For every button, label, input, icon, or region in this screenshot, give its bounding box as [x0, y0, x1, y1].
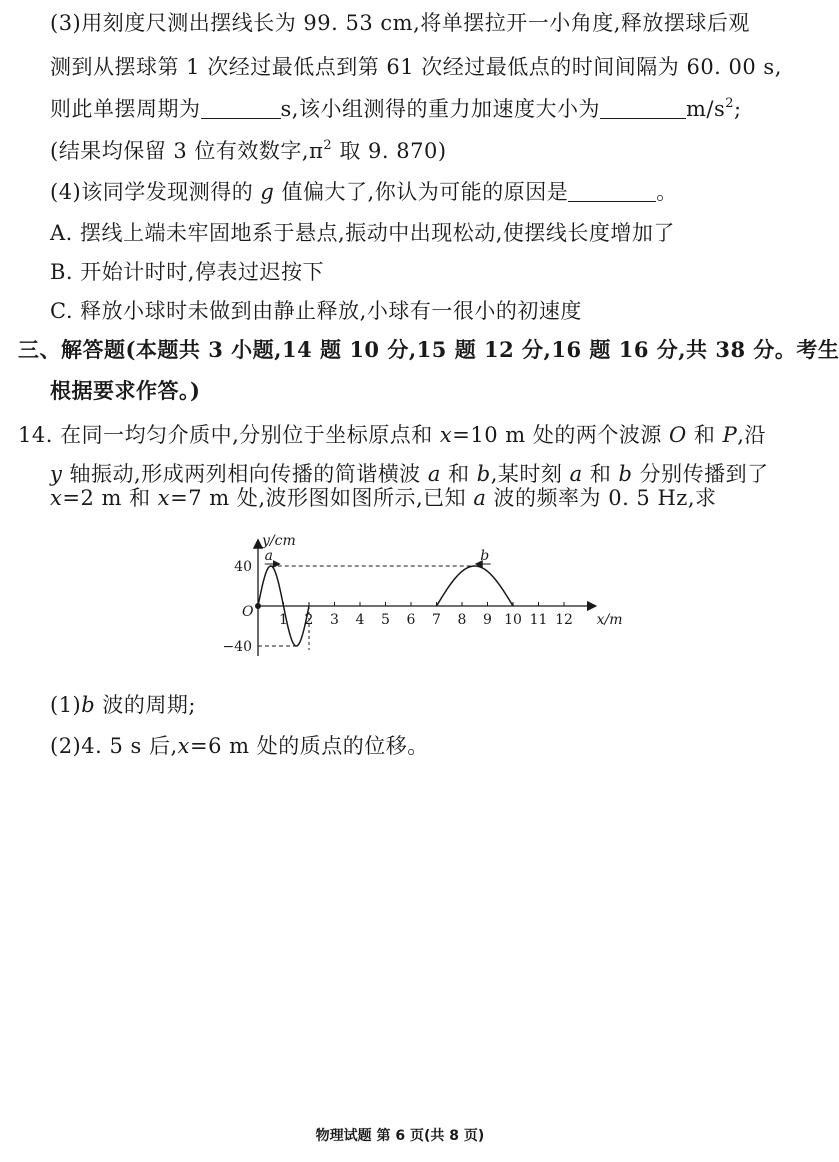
q14-l2-a2: a: [569, 462, 583, 486]
x-tick-label-2: 2: [304, 612, 314, 628]
x-tick-label-8: 8: [457, 612, 467, 628]
q14-l2-d: 和: [582, 462, 619, 486]
q14-l1-x: x: [439, 423, 453, 447]
q3-line3-text-b: s,该小组测得的重力加速度大小为: [280, 97, 600, 121]
q14-l1-P: P: [722, 423, 738, 447]
q4-option-b: B. 开始计时时,停表过迟按下: [50, 260, 324, 284]
pi-sup: 2: [323, 138, 333, 153]
q14-sub1-a: (1): [50, 693, 82, 717]
x-tick-label-6: 6: [406, 612, 416, 628]
q14-l2-b1: b: [476, 462, 491, 486]
q14-l2-e: 分别传播到了: [632, 462, 769, 486]
x-axis-label: x/m: [596, 612, 623, 628]
wave-b: [437, 566, 514, 606]
q14-subquestion-1: [50, 690, 196, 720]
origin-label: O: [242, 604, 254, 620]
q14-l2-b: 和: [440, 462, 477, 486]
x-tick-label-7: 7: [432, 612, 441, 628]
q14-l1-O: O: [669, 423, 687, 447]
x-tick-label-3: 3: [330, 612, 339, 628]
q3-line-1: (3)用刻度尺测出摆线长为 99. 53 cm,将单摆拉开一小角度,释放摆球后观: [50, 11, 750, 35]
q3-line-2: 测到从摆球第 1 次经过最低点到第 61 次经过最低点的时间间隔为 60. 00 s,: [50, 55, 782, 79]
q4-stem: [50, 177, 678, 207]
q4-stem-a: (4)该同学发现测得的: [50, 180, 261, 204]
x-tick-label-11: 11: [529, 612, 548, 628]
period-answer-blank[interactable]: [201, 96, 281, 119]
q3-line-3: [50, 94, 742, 124]
x-tick-label-1: 1: [279, 612, 288, 628]
q4-stem-b: 值偏大了,你认为可能的原因是: [274, 180, 569, 204]
q3-line3-text-a: 则此单摆周期为: [50, 97, 201, 121]
y-tick-label-pos: 40: [234, 559, 252, 575]
q14-l3-x1: x: [50, 486, 63, 510]
page-footer: 物理试题 第 6 页(共 8 页): [315, 1128, 485, 1144]
q3-line4-text-b: 取 9. 870): [332, 139, 447, 163]
q14-l3-a: =2 m 和: [62, 486, 158, 510]
source-point-O: [255, 603, 261, 609]
q14-sub2-x: x: [177, 734, 190, 758]
q14-sub2-b: =6 m 处的质点的位移。: [189, 734, 429, 758]
q14-l2-c: ,某时刻: [490, 462, 570, 486]
q14-sub1-c: 波的周期;: [95, 693, 196, 717]
q14-l3-c: 波的频率为 0. 5 Hz,求: [486, 486, 717, 510]
wave-graph: [222, 520, 628, 670]
wave-label-b: b: [480, 548, 490, 564]
q4-g: g: [260, 180, 275, 204]
gravity-answer-blank[interactable]: [600, 96, 686, 119]
x-tick-label-12: 12: [555, 612, 573, 628]
q14-l1-d: ,沿: [737, 423, 766, 447]
q14-l2-a: 轴振动,形成两列相向传播的简谐横波: [62, 462, 428, 486]
x-tick-label-9: 9: [483, 612, 492, 628]
q4-stem-end: 。: [656, 180, 678, 204]
q14-l2-y: y: [50, 462, 63, 486]
q3-unit: m/s: [685, 97, 726, 121]
q14-l2-a1: a: [427, 462, 441, 486]
section3-heading-line-2: 根据要求作答。): [50, 378, 201, 403]
q3-line3-end: ;: [734, 97, 742, 121]
q4-option-a: A. 摆线上端未牢固地系于悬点,振动中出现松动,使摆线长度增加了: [50, 221, 675, 245]
q14-l1-c: 和: [686, 423, 723, 447]
q3-line4-text-a: (结果均保留 3 位有效数字,π: [50, 139, 324, 163]
q14-l3-b: =7 m 处,波形图如图所示,已知: [170, 486, 474, 510]
y-axis-label: y/cm: [262, 533, 296, 549]
q3-line-4: [50, 136, 447, 166]
x-tick-label-4: 4: [355, 612, 365, 628]
q14-l1-a: 14. 在同一均匀介质中,分别位于坐标原点和: [18, 423, 440, 447]
q14-l3-x2: x: [157, 486, 171, 510]
y-tick-label-neg: −40: [222, 639, 252, 655]
q14-sub1-b: b: [81, 693, 96, 717]
x-tick-label-5: 5: [381, 612, 390, 628]
wave-label-a: a: [264, 548, 273, 564]
q3-unit-sup: 2: [725, 96, 734, 111]
q14-line-1: [18, 420, 766, 450]
x-tick-label-10: 10: [504, 612, 522, 628]
q4-option-c: C. 释放小球时未做到由静止释放,小球有一很小的初速度: [50, 299, 582, 323]
q14-line-3-content: [50, 483, 717, 513]
reason-answer-blank[interactable]: [568, 179, 656, 202]
q14-subquestion-2: [50, 731, 429, 761]
section3-heading-line-1: 三、解答题(本题共 3 小题,14 题 10 分,15 题 12 分,16 题 16 分,共 38 分。考生: [18, 337, 839, 362]
q14-l1-b: =10 m 处的两个波源: [452, 423, 670, 447]
q14-sub2-a: (2)4. 5 s 后,: [50, 734, 178, 758]
q14-l2-b2: b: [618, 462, 633, 486]
q14-l3-a1: a: [473, 486, 487, 510]
